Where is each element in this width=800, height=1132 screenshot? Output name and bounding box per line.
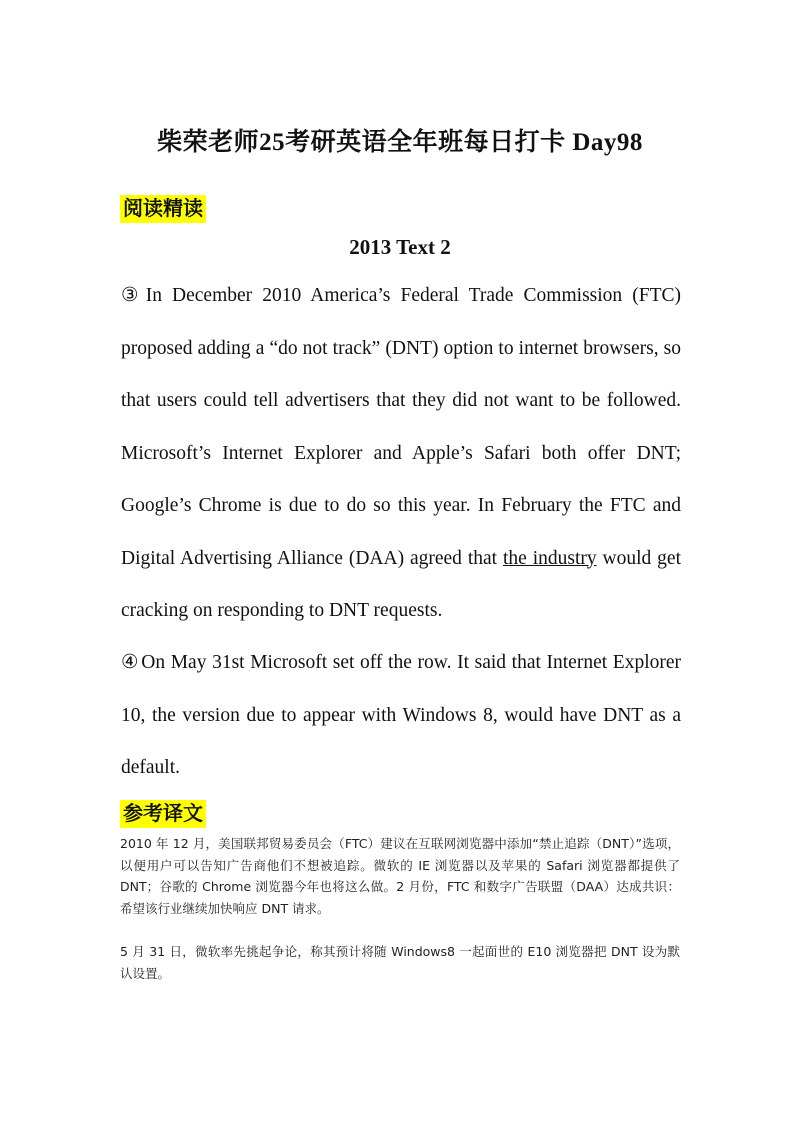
translation-paragraph-1: 2010 年 12 月，美国联邦贸易委员会（FTC）建议在互联网浏览器中添加“禁止追踪（DNT）”选项，以便用户可以告知广告商他们不想被追踪。微软的 IE 浏览器以及苹果的 Safari 浏览器都提供了 DNT；谷歌的 Chrome 浏览器今年也将这么做。2 月份，FTC 和数字广告联盟（DAA）达成共识：希望该行业继续加快响应 DNT 请求。 xyxy=(120,836,680,916)
paragraph-marker: ③ xyxy=(121,285,144,306)
paragraph-marker: ④ xyxy=(121,652,140,673)
section-label-reading: 阅读精读 xyxy=(120,195,206,223)
section-label-translation: 参考译文 xyxy=(120,800,206,828)
translation-paragraph-2: 5 月 31 日，微软率先挑起争论，称其预计将随 Windows8 一起面世的 E10 浏览器把 DNT 设为默认设置。 xyxy=(120,944,680,981)
paragraph-text: On May 31st Microsoft set off the row. It said that Internet Explorer 10, the version due to appear with Windows 8, would have DNT as a default. xyxy=(121,652,682,778)
underlined-phrase: the industry xyxy=(502,547,597,569)
text-title: 2013 Text 2 xyxy=(349,235,451,259)
paragraph-text: In December 2010 America’s Federal Trade Commission (FTC) proposed adding a “do not track” (DNT) option to internet browsers, so that users could tell advertisers that they did not want to be followed. Microsoft’s Internet Explorer and Apple’s Safari both offer DNT; Google’s Chrome is due to do so this year. In February the FTC and Digital Advertising Alliance (DAA) agreed that xyxy=(121,285,681,569)
page-title: 柴荣老师25考研英语全年班每日打卡 Day98 xyxy=(157,129,643,156)
paragraph-3 xyxy=(121,270,681,638)
paragraph-text-end: would get cracking on responding to DNT requests. xyxy=(121,547,681,621)
paragraph-4 xyxy=(121,637,681,795)
